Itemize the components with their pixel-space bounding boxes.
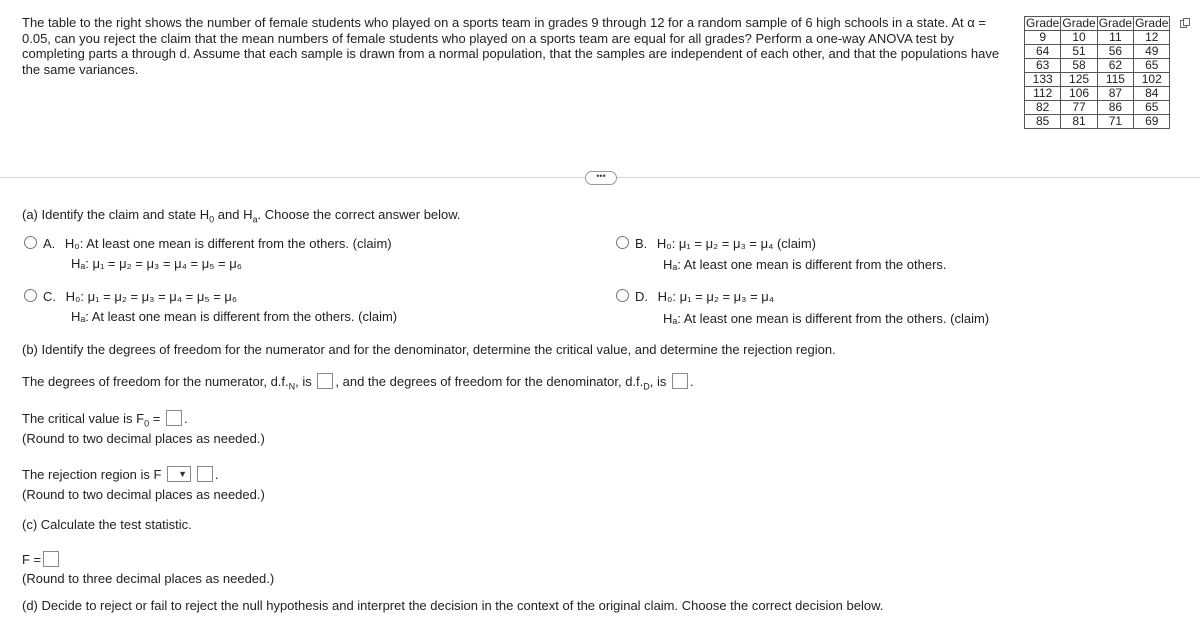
- part-a-prompt: (a) Identify the claim and state $H_0$ and $H_a$. Choose the correct answer below.: [22, 207, 461, 225]
- table-cell: 125: [1061, 73, 1097, 87]
- rejection-region-line: The rejection region is F ▼ .: [22, 467, 219, 482]
- column-header: Grade: [1135, 16, 1169, 30]
- problem-statement: The table to the right shows the number of female students who played on a sports team in grades 9 through 12 for a random sample of 6 high schools in a state. At α = 0.05, can you reject the claim that the mean numbers of female students who played on a sports team are equal for all grades? Perform a one-way ANOVA test by completing parts a through d. Assume that each sample is drawn from a normal population, that the samples are independent of each other, and that the populations have the same variances.: [22, 15, 1000, 77]
- option-b-line2: Hₐ: At least one mean is different from the others.: [663, 257, 947, 272]
- table-cell: 81: [1061, 115, 1097, 129]
- table-cell: 115: [1097, 73, 1133, 87]
- table-cell: 58: [1061, 59, 1097, 73]
- table-header-row-top: [1025, 17, 1170, 31]
- table-cell: 64: [1025, 45, 1061, 59]
- df-numerator-input[interactable]: [317, 373, 333, 389]
- table-cell: 65: [1134, 101, 1170, 115]
- option-b-line1: H₀: μ₁ = μ₂ = μ₃ = μ₄ (claim): [656, 236, 816, 251]
- dropdown-triangle-icon: ▼: [178, 469, 188, 479]
- table-row: [1025, 73, 1170, 87]
- option-d-line1: H₀: μ₁ = μ₂ = μ₃ = μ₄: [657, 289, 775, 304]
- table-cell: 82: [1025, 101, 1061, 115]
- column-header: Grade: [1098, 16, 1133, 30]
- column-header: Grade: [1026, 16, 1060, 30]
- column-header: Grade: [1062, 16, 1096, 30]
- table-cell: 51: [1061, 45, 1097, 59]
- option-a[interactable]: A. H₀: At least one mean is different from the others. (claim): [24, 236, 392, 251]
- table-cell: 62: [1097, 59, 1133, 73]
- table-row: [1025, 101, 1170, 115]
- round-three-note: (Round to three decimal places as needed.): [22, 571, 275, 586]
- option-c[interactable]: C. H₀: μ₁ = μ₂ = μ₃ = μ₄ = μ₅ = μ₆: [24, 289, 237, 304]
- table-cell: 71: [1097, 115, 1133, 129]
- table-cell: 49: [1134, 45, 1170, 59]
- part-b-prompt: (b) Identify the degrees of freedom for the numerator and for the denominator, determine the critical value, and determine the rejection region.: [22, 342, 836, 357]
- table-cell: 106: [1061, 87, 1097, 101]
- table-cell: 84: [1134, 87, 1170, 101]
- table-cell: 56: [1097, 45, 1133, 59]
- radio-option-c[interactable]: [24, 289, 37, 302]
- table-cell: 112: [1025, 87, 1061, 101]
- table-row: [1025, 115, 1170, 129]
- radio-option-b[interactable]: [616, 236, 629, 249]
- table-cell: 85: [1025, 115, 1061, 129]
- round-two-note: (Round to two decimal places as needed.): [22, 487, 265, 502]
- data-table: [1024, 16, 1170, 129]
- column-header-grade: 11: [1097, 31, 1133, 45]
- column-header-grade: 10: [1061, 31, 1097, 45]
- copy-icon[interactable]: [1180, 18, 1191, 29]
- part-d-prompt: (d) Decide to reject or fail to reject the null hypothesis and interpret the decision in the context of the original claim. Choose the correct decision below.: [22, 598, 884, 613]
- expand-more-button[interactable]: •••: [585, 171, 617, 185]
- table-cell: 87: [1097, 87, 1133, 101]
- table-cell: 65: [1134, 59, 1170, 73]
- table-header-row-bottom: [1025, 31, 1170, 45]
- option-d-line2: Hₐ: At least one mean is different from the others. (claim): [663, 311, 990, 326]
- option-a-line2: Hₐ: μ₁ = μ₂ = μ₃ = μ₄ = μ₅ = μ₆: [71, 256, 242, 271]
- part-c-prompt: (c) Calculate the test statistic.: [22, 517, 192, 532]
- option-a-line1: H₀: At least one mean is different from the others. (claim): [64, 236, 392, 251]
- table-cell: 77: [1061, 101, 1097, 115]
- rejection-value-input[interactable]: [197, 466, 213, 482]
- option-c-line2: Hₐ: At least one mean is different from the others. (claim): [71, 309, 398, 324]
- round-two-note: (Round to two decimal places as needed.): [22, 431, 265, 446]
- table-cell: 102: [1134, 73, 1170, 87]
- critical-value-input[interactable]: [166, 410, 182, 426]
- table-cell: 63: [1025, 59, 1061, 73]
- table-row: [1025, 45, 1170, 59]
- table-row: [1025, 87, 1170, 101]
- radio-option-a[interactable]: [24, 236, 37, 249]
- test-statistic-input[interactable]: [43, 551, 59, 567]
- option-d[interactable]: D. H₀: μ₁ = μ₂ = μ₃ = μ₄: [616, 289, 774, 304]
- option-b[interactable]: B. H₀: μ₁ = μ₂ = μ₃ = μ₄ (claim): [616, 236, 816, 251]
- df-denominator-input[interactable]: [672, 373, 688, 389]
- table-cell: 133: [1025, 73, 1061, 87]
- option-c-line1: H₀: μ₁ = μ₂ = μ₃ = μ₄ = μ₅ = μ₆: [65, 289, 238, 304]
- table-cell: 86: [1097, 101, 1133, 115]
- column-header-grade: 9: [1025, 31, 1061, 45]
- column-header-grade: 12: [1134, 31, 1170, 45]
- critical-value-line: The critical value is $F_0$ = .: [22, 411, 188, 429]
- test-statistic-line: F =: [22, 551, 61, 567]
- degrees-of-freedom-line: The degrees of freedom for the numerator, $d.f._N$, is , and the degrees of freedom for the denominator, $d.f._D$, is .: [22, 374, 694, 392]
- rejection-operator-dropdown[interactable]: [167, 466, 191, 482]
- table-row: [1025, 59, 1170, 73]
- table-cell: 69: [1134, 115, 1170, 129]
- radio-option-d[interactable]: [616, 289, 629, 302]
